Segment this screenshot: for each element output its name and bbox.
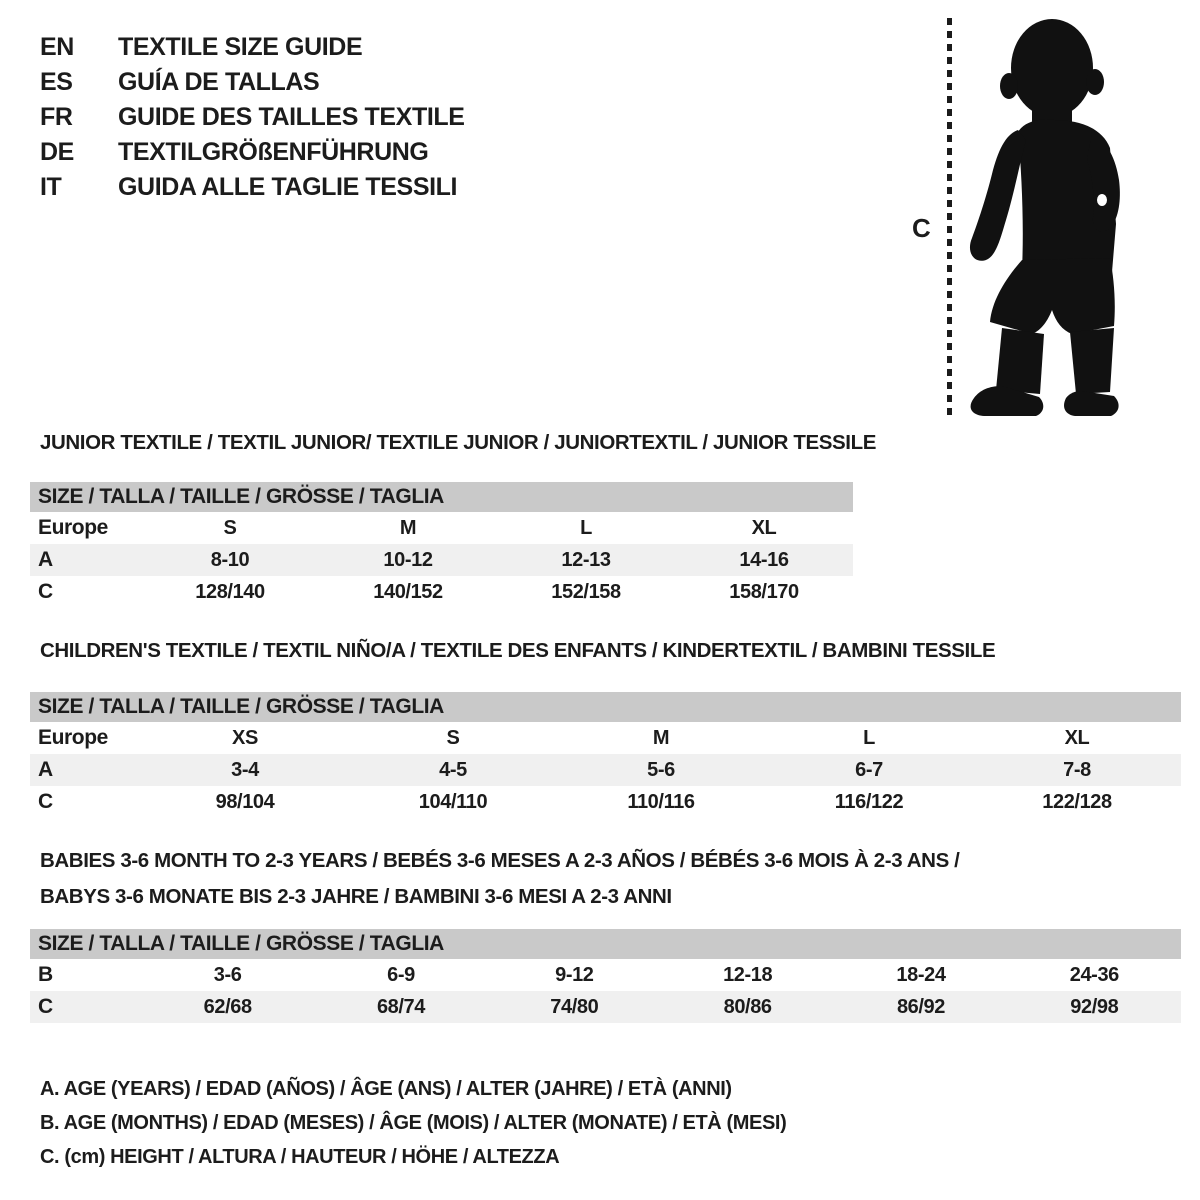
table-cell: M [652, 726, 670, 749]
language-code: DE [40, 138, 74, 166]
language-row-en [40, 30, 465, 65]
table-cell: 8-10 [210, 548, 250, 571]
row-label: A [38, 758, 53, 781]
size-header-band: SIZE / TALLA / TAILLE / GRÖSSE / TAGLIA [30, 482, 853, 512]
table-cell: 4-5 [439, 758, 467, 781]
table-cell: L [863, 726, 875, 749]
table-cell: 3-6 [213, 963, 242, 986]
language-code: EN [40, 33, 74, 61]
row-label: B [38, 963, 53, 986]
table-cell: 12-13 [561, 548, 611, 571]
table-cell: M [399, 516, 417, 539]
babies-title-line2: BABYS 3-6 MONATE BIS 2-3 JAHRE / BAMBINI 3-6 MESI A 2-3 ANNI [40, 885, 672, 908]
table-cell: 74/80 [550, 995, 599, 1018]
table-row-height [30, 786, 1181, 818]
size-header-band: SIZE / TALLA / TAILLE / GRÖSSE / TAGLIA [30, 692, 1181, 722]
table-cell: 68/74 [376, 995, 426, 1018]
babies-size-table [30, 929, 1181, 1023]
table-cell: 24-36 [1069, 963, 1119, 986]
table-cell: 128/140 [195, 580, 265, 603]
row-label: A [38, 548, 53, 571]
table-row-europe [30, 512, 853, 544]
toddler-silhouette-icon [962, 16, 1140, 418]
table-cell: 10-12 [383, 548, 433, 571]
table-row-age [30, 544, 853, 576]
guide-title-de: TEXTILGRÖßENFÜHRUNG [118, 138, 429, 166]
table-cell: 6-9 [387, 963, 415, 986]
table-cell: XS [232, 726, 258, 749]
row-label: Europe [38, 516, 108, 539]
table-row-months [30, 959, 1181, 991]
measure-c-label: C [912, 213, 931, 243]
table-cell: 14-16 [739, 548, 789, 571]
table-cell: 18-24 [896, 963, 946, 986]
language-row-it [40, 170, 465, 205]
junior-section-title: JUNIOR TEXTILE / TEXTIL JUNIOR/ TEXTILE JUNIOR / JUNIORTEXTIL / JUNIOR TESSILE [40, 431, 876, 454]
guide-title-it: GUIDA ALLE TAGLIE TESSILI [118, 173, 458, 201]
guide-title-fr: GUIDE DES TAILLES TEXTILE [118, 103, 465, 131]
language-row-es [40, 65, 465, 100]
row-label: C [38, 580, 53, 603]
note-age-years: A. AGE (YEARS) / EDAD (AÑOS) / ÂGE (ANS) / ALTER (JAHRE) / ETÀ (ANNI) [40, 1078, 732, 1100]
table-cell: 116/122 [834, 790, 904, 813]
row-label: Europe [38, 726, 108, 749]
table-cell: S [446, 726, 460, 749]
row-label: C [38, 995, 53, 1018]
language-code: IT [40, 173, 62, 201]
language-title-list [40, 30, 465, 205]
table-cell: L [580, 516, 592, 539]
table-cell: 92/98 [1070, 995, 1119, 1018]
table-cell: 62/68 [203, 995, 252, 1018]
table-cell: 12-18 [723, 963, 773, 986]
table-cell: 140/152 [373, 580, 443, 603]
language-row-fr [40, 100, 465, 135]
language-code: FR [40, 103, 73, 131]
table-cell: XL [1064, 726, 1090, 749]
children-section-title: CHILDREN'S TEXTILE / TEXTIL NIÑO/A / TEXTILE DES ENFANTS / KINDERTEXTIL / BAMBINI TESSILE [40, 639, 996, 662]
size-header-band: SIZE / TALLA / TAILLE / GRÖSSE / TAGLIA [30, 929, 1181, 959]
table-row-europe [30, 722, 1181, 754]
guide-title-en: TEXTILE SIZE GUIDE [118, 33, 363, 61]
table-cell: 98/104 [215, 790, 275, 813]
table-cell: 3-4 [231, 758, 259, 781]
table-cell: 80/86 [723, 995, 772, 1018]
table-row-age [30, 754, 1181, 786]
table-cell: 110/116 [627, 790, 695, 813]
row-label: C [38, 790, 53, 813]
junior-size-table [30, 482, 853, 608]
language-code: ES [40, 68, 73, 96]
table-cell: 9-12 [555, 963, 594, 986]
table-row-height [30, 576, 853, 608]
note-age-months: B. AGE (MONTHS) / EDAD (MESES) / ÂGE (MOIS) / ALTER (MONATE) / ETÀ (MESI) [40, 1112, 787, 1134]
table-row-height [30, 991, 1181, 1023]
table-cell: 158/170 [729, 580, 799, 603]
table-cell: 104/110 [418, 790, 488, 813]
table-cell: S [223, 516, 237, 539]
note-height-cm: C. (cm) HEIGHT / ALTURA / HAUTEUR / HÖHE / ALTEZZA [40, 1146, 560, 1168]
children-size-table [30, 692, 1181, 818]
table-cell: XL [751, 516, 777, 539]
height-measure-dashed-line [947, 18, 952, 417]
table-cell: 152/158 [551, 580, 621, 603]
language-row-de [40, 135, 465, 170]
babies-section-title [40, 843, 959, 915]
guide-title-es: GUÍA DE TALLAS [118, 68, 320, 96]
table-cell: 6-7 [855, 758, 883, 781]
table-cell: 5-6 [647, 758, 675, 781]
table-cell: 122/128 [1042, 790, 1112, 813]
table-cell: 7-8 [1063, 758, 1091, 781]
babies-title-line1: BABIES 3-6 MONTH TO 2-3 YEARS / BEBÉS 3-6 MESES A 2-3 AÑOS / BÉBÉS 3-6 MOIS À 2-3 ANS / [40, 849, 960, 872]
legend-notes [40, 1072, 786, 1174]
table-cell: 86/92 [896, 995, 945, 1018]
